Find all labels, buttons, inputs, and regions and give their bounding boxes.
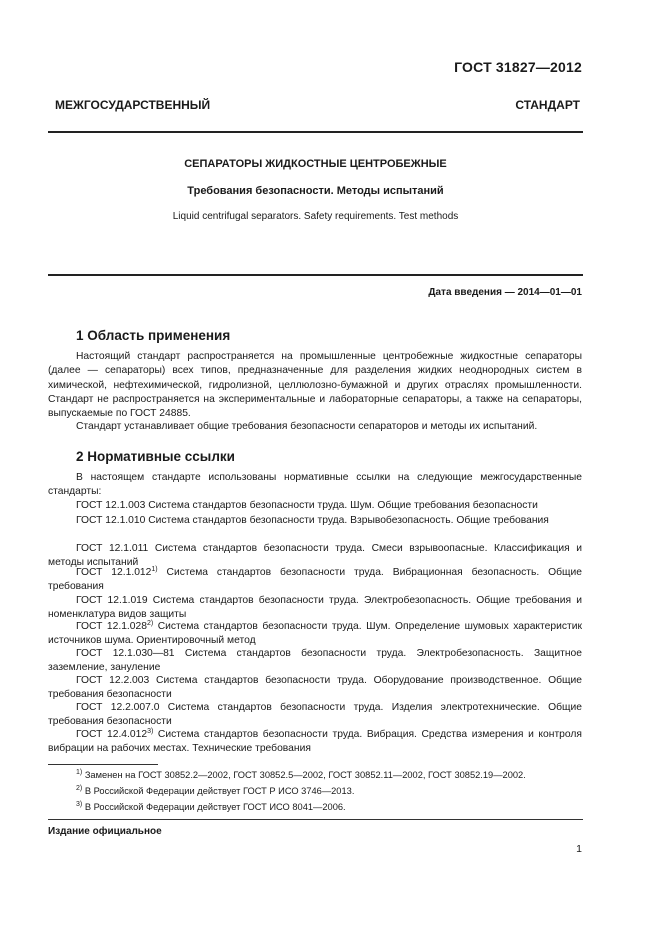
footnote-mark: 2) [76, 785, 83, 792]
section-1-heading: 1 Область применения [76, 328, 231, 343]
reference-title: Система стандартов безопасности труда. Вибрационная безопасность. Общие требования [48, 567, 582, 593]
reference-code: ГОСТ 12.1.028 [76, 621, 147, 632]
section-1-paragraph-2: Стандарт устанавливает общие требования безопасности сепараторов и методы их испытаний. [76, 421, 538, 432]
reference-item [48, 514, 582, 528]
reference-title: Система стандартов безопасности труда. Электробезопасность. Защитное заземление, зануление [48, 648, 582, 674]
footnote [76, 785, 596, 797]
reference-title: Система стандартов безопасности труда. Оборудование производственное. Общие требования безопасности [48, 675, 582, 701]
reference-code: ГОСТ 12.1.011 [76, 543, 149, 554]
section-2-intro: В настоящем стандарте использованы нормативные ссылки на следующие межгосударственные стандарты: [48, 472, 582, 498]
footnote-mark: 1) [76, 769, 83, 776]
reference-code: ГОСТ 12.1.010 [76, 515, 146, 526]
document-title: СЕПАРАТОРЫ ЖИДКОСТНЫЕ ЦЕНТРОБЕЖНЫЕ [184, 158, 447, 170]
footnote [76, 801, 596, 813]
reference-title: Система стандартов безопасности труда. Шум. Определение шумовых характеристик источников шума. Ориентировочный метод [48, 621, 582, 647]
footnote-mark: 3) [76, 801, 83, 808]
reference-item [48, 647, 582, 676]
reference-code: ГОСТ 12.1.012 [76, 567, 152, 578]
section-1-paragraph-1: Настоящий стандарт распространяется на промышленные центробежные жидкостные сепараторы (далее — сепараторы) всех типов, предназначенные для разделения жидких неоднородных систем в химической, нефтехимической, гидролизной, целлюлозно-бумажной и других отраслях промышленности. Стандарт не распространяется на экспериментальные и лабораторные сепараторы, а также на сепараторы, выпускаемые по ГОСТ 24885. [48, 351, 582, 420]
page-number: 1 [576, 843, 582, 855]
reference-footnote-mark: 2) [146, 620, 154, 627]
document-subtitle: Требования безопасности. Методы испытаний [187, 185, 444, 197]
reference-item [48, 620, 582, 649]
reference-code: ГОСТ 12.1.003 [76, 500, 146, 511]
reference-item [48, 499, 582, 513]
section-2-heading: 2 Нормативные ссылки [76, 449, 235, 464]
reference-title: Система стандартов безопасности труда. Изделия электротехнические. Общие требования безопасности [48, 702, 582, 728]
reference-footnote-mark: 3) [147, 728, 154, 735]
document-code: ГОСТ 31827—2012 [454, 59, 582, 75]
top-divider [48, 131, 583, 133]
reference-code: ГОСТ 12.2.007.0 [76, 702, 160, 713]
official-edition-label: Издание официальное [48, 826, 162, 837]
footnote-text: В Российской Федерации действует ГОСТ Р ИСО 3746—2013. [82, 786, 355, 796]
reference-code: ГОСТ 12.1.030—81 [76, 648, 175, 659]
reference-title: Система стандартов безопасности труда. Смеси взрывоопасные. Классификация и методы испытаний [48, 543, 582, 569]
english-title: Liquid centrifugal separators. Safety requirements. Test methods [172, 211, 459, 222]
reference-title: Система стандартов безопасности труда. Вибрация. Средства измерения и контроля вибрации на рабочих местах. Технические требования [48, 729, 582, 755]
reference-item [48, 674, 582, 703]
footnote-divider [48, 764, 158, 765]
reference-code: ГОСТ 12.2.003 [76, 675, 150, 686]
reference-code: ГОСТ 12.1.019 [76, 595, 148, 606]
footnote [76, 769, 596, 781]
footnote-text: В Российской Федерации действует ГОСТ ИСО 8041—2006. [82, 802, 346, 812]
footer-divider [48, 819, 583, 820]
reference-item [48, 594, 582, 623]
reference-title: Система стандартов безопасности труда. Взрывобезопасность. Общие требования [145, 515, 549, 526]
reference-code: ГОСТ 12.4.012 [76, 729, 148, 740]
reference-item [48, 728, 582, 757]
reference-item [48, 701, 582, 730]
interstate-standard-text: МЕЖГОСУДАРСТВЕННЫЙ СТАНДАРТ [55, 98, 580, 112]
reference-title: Система стандартов безопасности труда. Шум. Общие требования безопасности [145, 500, 538, 511]
introduction-date: Дата введения — 2014—01—01 [428, 287, 582, 298]
reference-footnote-mark: 1) [151, 566, 158, 573]
reference-item [48, 566, 582, 595]
title-divider [48, 274, 583, 276]
footnote-text: Заменен на ГОСТ 30852.2—2002, ГОСТ 30852.5—2002, ГОСТ 30852.11—2002, ГОСТ 30852.19—2002. [82, 770, 526, 780]
reference-title: Система стандартов безопасности труда. Электробезопасность. Общие требования и номенклатура видов защиты [48, 595, 582, 621]
interstate-standard-banner [55, 98, 580, 112]
